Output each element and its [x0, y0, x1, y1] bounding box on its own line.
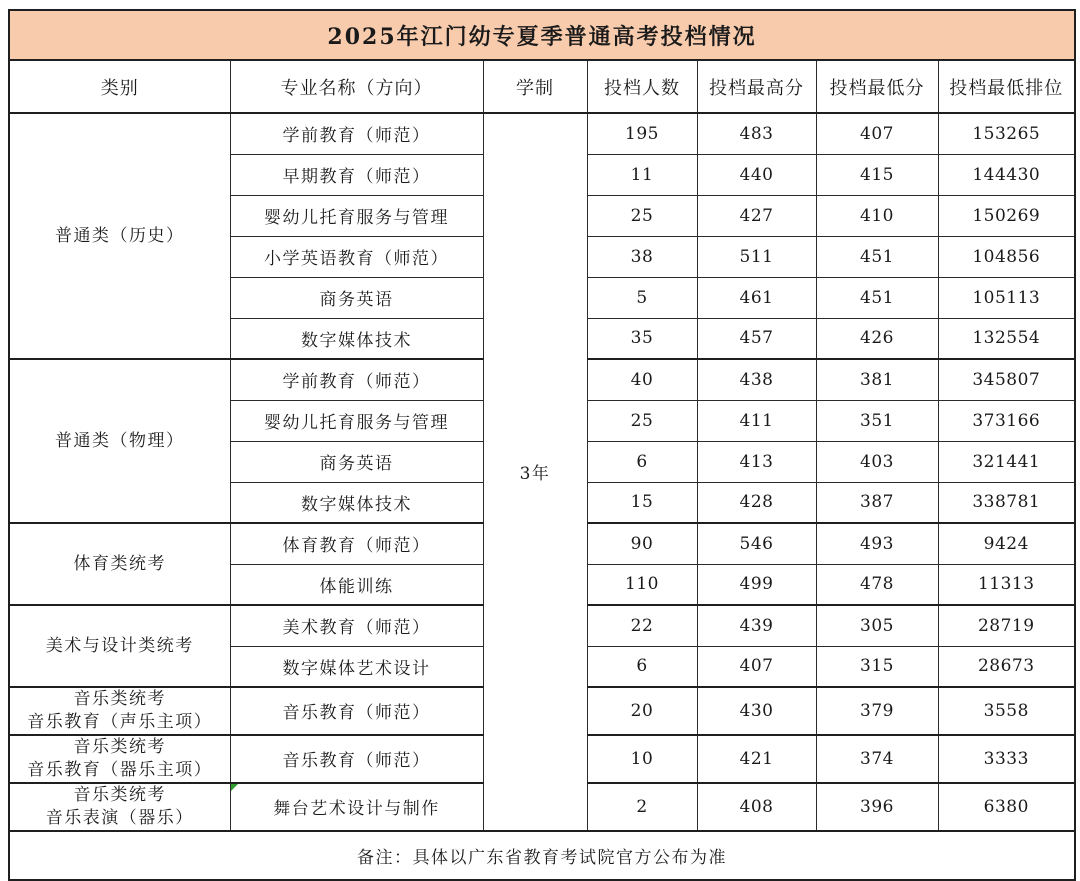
category-cell — [9, 605, 230, 687]
max-score-cell: 427 — [697, 195, 816, 236]
category-cell — [9, 523, 230, 605]
min-score-cell: 403 — [816, 441, 938, 482]
major-cell: 小学英语教育（师范） — [230, 236, 483, 277]
count-cell: 5 — [587, 277, 697, 318]
max-score-cell: 413 — [697, 441, 816, 482]
major-cell: 美术教育（师范） — [230, 605, 483, 646]
footer-note: 备注：具体以广东省教育考试院官方公布为准 — [9, 831, 1075, 880]
category-label: 音乐类统考 — [73, 689, 166, 709]
count-cell: 25 — [587, 400, 697, 441]
min-rank-cell: 11313 — [938, 564, 1075, 605]
category-label: 普通类（物理） — [55, 430, 185, 451]
major-cell: 学前教育（师范） — [230, 359, 483, 400]
major-cell: 商务英语 — [230, 441, 483, 482]
min-rank-cell: 373166 — [938, 400, 1075, 441]
major-cell: 数字媒体艺术设计 — [230, 646, 483, 687]
min-rank-cell: 153265 — [938, 113, 1075, 154]
min-score-cell: 381 — [816, 359, 938, 400]
col-header-category: 类别 — [9, 60, 230, 113]
category-label: 体育类统考 — [73, 553, 166, 574]
min-rank-cell: 321441 — [938, 441, 1075, 482]
category-label: 美术与设计类统考 — [45, 635, 194, 656]
col-header-major: 专业名称（方向） — [230, 60, 483, 113]
max-score-cell: 407 — [697, 646, 816, 687]
category-label: 普通类（历史） — [55, 225, 185, 246]
min-rank-cell: 6380 — [938, 783, 1075, 831]
max-score-cell: 499 — [697, 564, 816, 605]
min-score-cell: 451 — [816, 236, 938, 277]
count-cell: 6 — [587, 441, 697, 482]
max-score-cell: 439 — [697, 605, 816, 646]
major-cell: 数字媒体技术 — [230, 482, 483, 523]
min-rank-cell: 132554 — [938, 318, 1075, 359]
major-cell: 学前教育（师范） — [230, 113, 483, 154]
min-rank-cell: 28719 — [938, 605, 1075, 646]
major-label: 舞台艺术设计与制作 — [273, 799, 440, 820]
min-score-cell: 415 — [816, 154, 938, 195]
category-label: 音乐类统考 — [73, 736, 166, 757]
major-cell — [230, 783, 483, 831]
min-rank-cell: 150269 — [938, 195, 1075, 236]
min-rank-cell: 144430 — [938, 154, 1075, 195]
min-rank-cell: 28673 — [938, 646, 1075, 687]
col-header-max-score: 投档最高分 — [697, 60, 816, 113]
max-score-cell: 421 — [697, 735, 816, 783]
min-score-cell: 407 — [816, 113, 938, 154]
max-score-cell: 483 — [697, 113, 816, 154]
category-sublabel: 音乐表演（器乐） — [45, 807, 194, 828]
major-cell: 音乐教育（师范） — [230, 687, 483, 735]
count-cell: 10 — [587, 735, 697, 783]
min-rank-cell: 338781 — [938, 482, 1075, 523]
admission-table — [8, 9, 1076, 881]
max-score-cell: 411 — [697, 400, 816, 441]
min-rank-cell: 345807 — [938, 359, 1075, 400]
min-score-cell: 478 — [816, 564, 938, 605]
max-score-cell: 511 — [697, 236, 816, 277]
max-score-cell: 440 — [697, 154, 816, 195]
max-score-cell: 461 — [697, 277, 816, 318]
table-row — [9, 113, 1075, 154]
major-cell: 婴幼儿托育服务与管理 — [230, 195, 483, 236]
min-score-cell: 315 — [816, 646, 938, 687]
count-cell: 6 — [587, 646, 697, 687]
count-cell: 90 — [587, 523, 697, 564]
min-score-cell: 374 — [816, 735, 938, 783]
count-cell: 25 — [587, 195, 697, 236]
major-cell: 数字媒体技术 — [230, 318, 483, 359]
category-sublabel: 音乐教育（器乐主项） — [27, 759, 213, 780]
page-title: 2025年江门幼专夏季普通高考投档情况 — [9, 10, 1075, 60]
min-rank-cell: 105113 — [938, 277, 1075, 318]
min-rank-cell: 104856 — [938, 236, 1075, 277]
max-score-cell: 428 — [697, 482, 816, 523]
category-cell — [9, 687, 230, 735]
category-cell — [9, 359, 230, 523]
major-cell: 体育教育（师范） — [230, 523, 483, 564]
min-score-cell: 305 — [816, 605, 938, 646]
category-cell — [9, 113, 230, 359]
col-header-duration: 学制 — [483, 60, 587, 113]
title-row — [9, 10, 1075, 60]
min-score-cell: 396 — [816, 783, 938, 831]
major-cell: 婴幼儿托育服务与管理 — [230, 400, 483, 441]
column-header-row — [9, 60, 1075, 113]
min-score-cell: 351 — [816, 400, 938, 441]
max-score-cell: 457 — [697, 318, 816, 359]
duration-cell: 3年 — [483, 113, 587, 831]
count-cell: 38 — [587, 236, 697, 277]
major-cell: 音乐教育（师范） — [230, 735, 483, 783]
count-cell: 20 — [587, 687, 697, 735]
category-label: 音乐类统考 — [73, 784, 166, 805]
max-score-cell: 430 — [697, 687, 816, 735]
footer-note-row — [9, 831, 1075, 880]
min-rank-cell: 3558 — [938, 687, 1075, 735]
count-cell: 15 — [587, 482, 697, 523]
count-cell: 195 — [587, 113, 697, 154]
col-header-count: 投档人数 — [587, 60, 697, 113]
count-cell: 110 — [587, 564, 697, 605]
major-cell: 商务英语 — [230, 277, 483, 318]
col-header-min-score: 投档最低分 — [816, 60, 938, 113]
category-sublabel: 音乐教育（声乐主项） — [27, 711, 213, 732]
col-header-min-rank: 投档最低排位 — [938, 60, 1075, 113]
min-score-cell: 379 — [816, 687, 938, 735]
category-cell — [9, 783, 230, 831]
max-score-cell: 438 — [697, 359, 816, 400]
count-cell: 22 — [587, 605, 697, 646]
major-cell: 体能训练 — [230, 564, 483, 605]
min-score-cell: 451 — [816, 277, 938, 318]
count-cell: 11 — [587, 154, 697, 195]
max-score-cell: 408 — [697, 783, 816, 831]
count-cell: 2 — [587, 783, 697, 831]
min-score-cell: 410 — [816, 195, 938, 236]
category-cell — [9, 735, 230, 783]
major-cell: 早期教育（师范） — [230, 154, 483, 195]
cell-corner-flag-icon — [231, 784, 238, 791]
min-rank-cell: 3333 — [938, 735, 1075, 783]
count-cell: 35 — [587, 318, 697, 359]
min-rank-cell: 9424 — [938, 523, 1075, 564]
min-score-cell: 426 — [816, 318, 938, 359]
min-score-cell: 387 — [816, 482, 938, 523]
min-score-cell: 493 — [816, 523, 938, 564]
max-score-cell: 546 — [697, 523, 816, 564]
count-cell: 40 — [587, 359, 697, 400]
